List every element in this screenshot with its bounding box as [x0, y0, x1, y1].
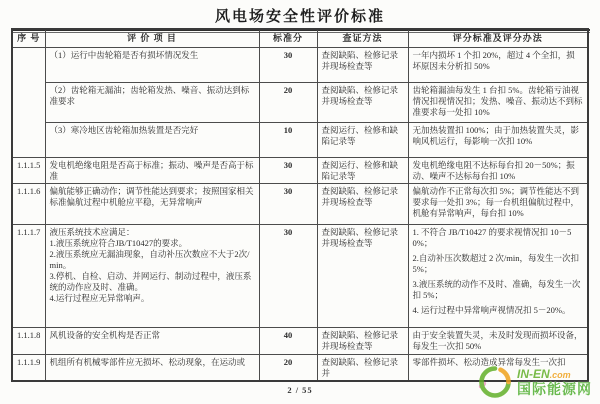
row-number-cell: 1.1.1.7 [12, 225, 45, 328]
method-cell: 查阅运行、检修和缺陷记录等 [317, 123, 408, 158]
criteria-cell: 发电机绝缘电阻不达标每台扣 20－50%；振动、噪声不达标每台扣 10% [408, 158, 588, 184]
column-header: 序 号 [12, 29, 45, 48]
method-cell: 查阅缺陷、检修记录并现场检查等 [317, 48, 408, 83]
row-number-cell: 1.1.1.8 [12, 328, 45, 355]
table-header-row [12, 29, 588, 48]
method-cell: 查阅缺陷、检修记录并现场检查等 [317, 328, 408, 355]
score-cell: 30 [259, 48, 317, 83]
watermark-site [517, 368, 592, 380]
item-cell: （1）运行中齿轮箱是否有损坏情况发生 [45, 48, 259, 83]
score-cell: 30 [259, 225, 317, 328]
table-body [12, 48, 588, 382]
table-row [12, 225, 588, 328]
inen-logo-icon [477, 364, 513, 400]
row-number-cell: 1.1.1.9 [12, 355, 45, 382]
criteria-cell: 无加热装置扣 100%；由于加热装置失灵，影响风机运行，每影响一次扣 10% [408, 123, 588, 158]
item-cell: 液压系统技术应满足： 1.液压系统应符合JB/T10427的要求。 2.液压系统应无漏油现象，自动补压次数应不大于2次/min。 3.停机、自检、启动、并网运行、制动过程中，液压系统的动作应及时、准确。 4.运行过程应无异常响声。 [45, 225, 259, 328]
column-header: 评分标准及评分办法 [408, 29, 588, 48]
score-cell: 10 [259, 123, 317, 158]
method-cell: 查阅缺陷、检修记录并现场检查等 [317, 184, 408, 225]
item-cell: 机组所有机械零部件应无损坏、松动现象，在运动或 [45, 355, 259, 382]
table-row [12, 328, 588, 355]
item-cell: （3）寒冷地区齿轮箱加热装置是否完好 [45, 123, 259, 158]
table-row [12, 48, 588, 83]
watermark [477, 364, 592, 400]
table-row [12, 158, 588, 184]
table-row [12, 123, 588, 158]
item-cell: 偏航能够正确动作；调节性能达到要求；按照国家相关标准偏航过程中机舱应平稳，无异常响声 [45, 184, 259, 225]
criteria-cell: 零部件损坏、松动造成异常每发生一次扣 [408, 355, 588, 382]
item-cell: 发电机绝缘电阻是否高于标准；振动、噪声是否高于标准 [45, 158, 259, 184]
item-cell: 风机设备的安全机构是否正常 [45, 328, 259, 355]
row-number-cell: 1.1.1.5 [12, 158, 45, 184]
item-cell: （2）齿轮箱无漏油；齿轮箱发热、噪音、振动达到标准要求 [45, 83, 259, 123]
row-number-cell [12, 48, 45, 158]
evaluation-table [11, 28, 589, 382]
column-header: 标准分 [259, 29, 317, 48]
score-cell: 40 [259, 328, 317, 355]
score-cell: 30 [259, 184, 317, 225]
criteria-cell: 齿轮箱漏油每发生 1 台扣 5%。齿轮箱亏油视情况扣视情况扣；发热、噪音、振动达不到标准要求每一处扣 10% [408, 83, 588, 123]
column-header: 评 价 项 目 [45, 29, 259, 48]
score-cell: 20 [259, 83, 317, 123]
table-row [12, 184, 588, 225]
page-title: 风电场安全性评价标准 [214, 9, 385, 25]
watermark-name: 国际能源网 [517, 381, 592, 397]
page-number: 2 / 55 [287, 385, 313, 395]
score-cell: 30 [259, 158, 317, 184]
watermark-site-main: IN-EN [517, 367, 550, 381]
watermark-site-suffix: .com [549, 370, 571, 380]
criteria-cell: 由于安全装置失灵，未及时发现而损坏设备，每发生一次扣 50% [408, 328, 588, 355]
row-number-cell: 1.1.1.6 [12, 184, 45, 225]
method-cell: 查阅运行、检修和缺陷记录等 [317, 158, 408, 184]
method-cell: 查阅缺陷、检修记录并 [317, 355, 408, 382]
criteria-cell: 1. 不符合 JB/T10427 的要求视情况扣 10－50%； 2.自动补压次数超过 2 次/min，每发生一次扣 5%； 3.液压系统的动作不及时、准确，每发生一次扣 5%； 4. 运行过程中异常响声视情况扣 5－20%。 [408, 225, 588, 328]
method-cell: 查阅缺陷、检修记录并现场检查等 [317, 225, 408, 328]
score-cell: 20 [259, 355, 317, 382]
column-header: 查证方法 [317, 29, 408, 48]
table-row [12, 83, 588, 123]
criteria-cell: 一年内损坏 1 个扣 20%，超过 4 个全扣，损坏原因未分析扣 50% [408, 48, 588, 83]
criteria-cell: 偏航动作不正常每次扣 5%；调节性能达不到要求每一处扣 3%；每一台机组偏航过程中，机舱有异常响声，每台扣 10% [408, 184, 588, 225]
method-cell: 查阅缺陷、检修记录并现场检查等 [317, 83, 408, 123]
